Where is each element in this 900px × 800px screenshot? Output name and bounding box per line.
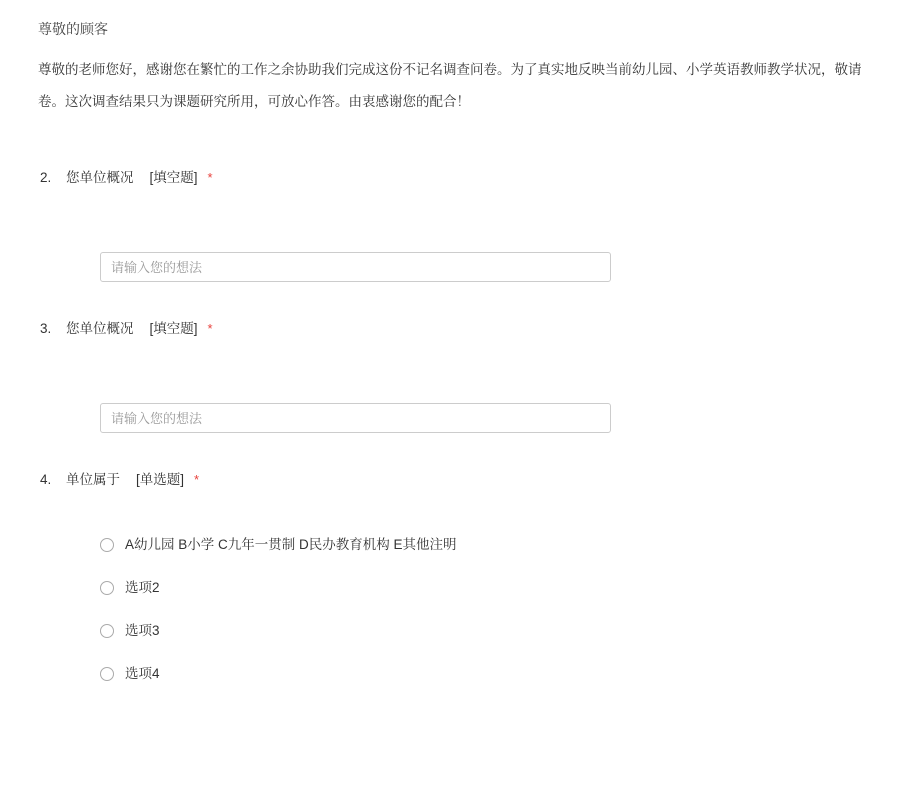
question-4-required-mark: * xyxy=(194,472,200,487)
question-3-number: 3. xyxy=(40,321,52,336)
page-title: 尊敬的顾客 xyxy=(38,21,108,37)
question-3-required-mark: * xyxy=(207,321,213,336)
survey-intro-line1: 尊敬的老师您好，感谢您在繁忙的工作之余协助我们完成这份不记名调查问卷。为了真实地反映当前幼儿园、小学英语教师教学状况，敬请 xyxy=(38,62,862,77)
question-2-text-input[interactable] xyxy=(100,252,611,282)
radio-option-3-label: 选项3 xyxy=(125,623,160,638)
question-4-header xyxy=(40,468,900,488)
question-3-type: [填空题] xyxy=(149,321,198,336)
radio-icon[interactable] xyxy=(100,667,114,681)
survey-intro xyxy=(38,54,900,118)
radio-icon[interactable] xyxy=(100,581,114,595)
radio-option-4-label: 选项4 xyxy=(125,666,160,681)
question-3-header xyxy=(40,317,900,337)
question-4 xyxy=(40,468,900,685)
question-2 xyxy=(40,166,900,282)
survey-intro-line2: 卷。这次调查结果只为课题研究所用，可放心作答。由衷感谢您的配合！ xyxy=(38,94,470,109)
spacer xyxy=(40,186,900,252)
question-2-header xyxy=(40,166,900,186)
radio-option-1-label: A幼儿园 B小学 C九年一贯制 D民办教育机构 E其他注明 xyxy=(125,537,457,552)
question-2-required-mark: * xyxy=(207,170,213,185)
question-3-title: 您单位概况 xyxy=(66,321,134,336)
radio-option-2-label: 选项2 xyxy=(125,580,160,595)
radio-icon[interactable] xyxy=(100,538,114,552)
spacer xyxy=(40,337,900,403)
question-3-answer-area xyxy=(100,403,900,433)
radio-option-1[interactable] xyxy=(100,534,900,556)
spacer xyxy=(0,433,900,468)
spacer xyxy=(40,488,900,534)
question-4-number: 4. xyxy=(40,472,52,487)
radio-option-2[interactable] xyxy=(100,577,900,599)
question-2-title: 您单位概况 xyxy=(66,170,134,185)
radio-option-3[interactable] xyxy=(100,620,900,642)
question-4-type: [单选题] xyxy=(136,472,185,487)
question-3 xyxy=(40,317,900,433)
spacer xyxy=(0,118,900,166)
question-2-type: [填空题] xyxy=(149,170,198,185)
question-2-answer-area xyxy=(100,252,900,282)
radio-option-4[interactable] xyxy=(100,663,900,685)
question-2-number: 2. xyxy=(40,170,52,185)
question-4-options xyxy=(100,534,900,685)
question-3-text-input[interactable] xyxy=(100,403,611,433)
radio-icon[interactable] xyxy=(100,624,114,638)
spacer xyxy=(0,282,900,317)
question-4-title: 单位属于 xyxy=(66,472,120,487)
